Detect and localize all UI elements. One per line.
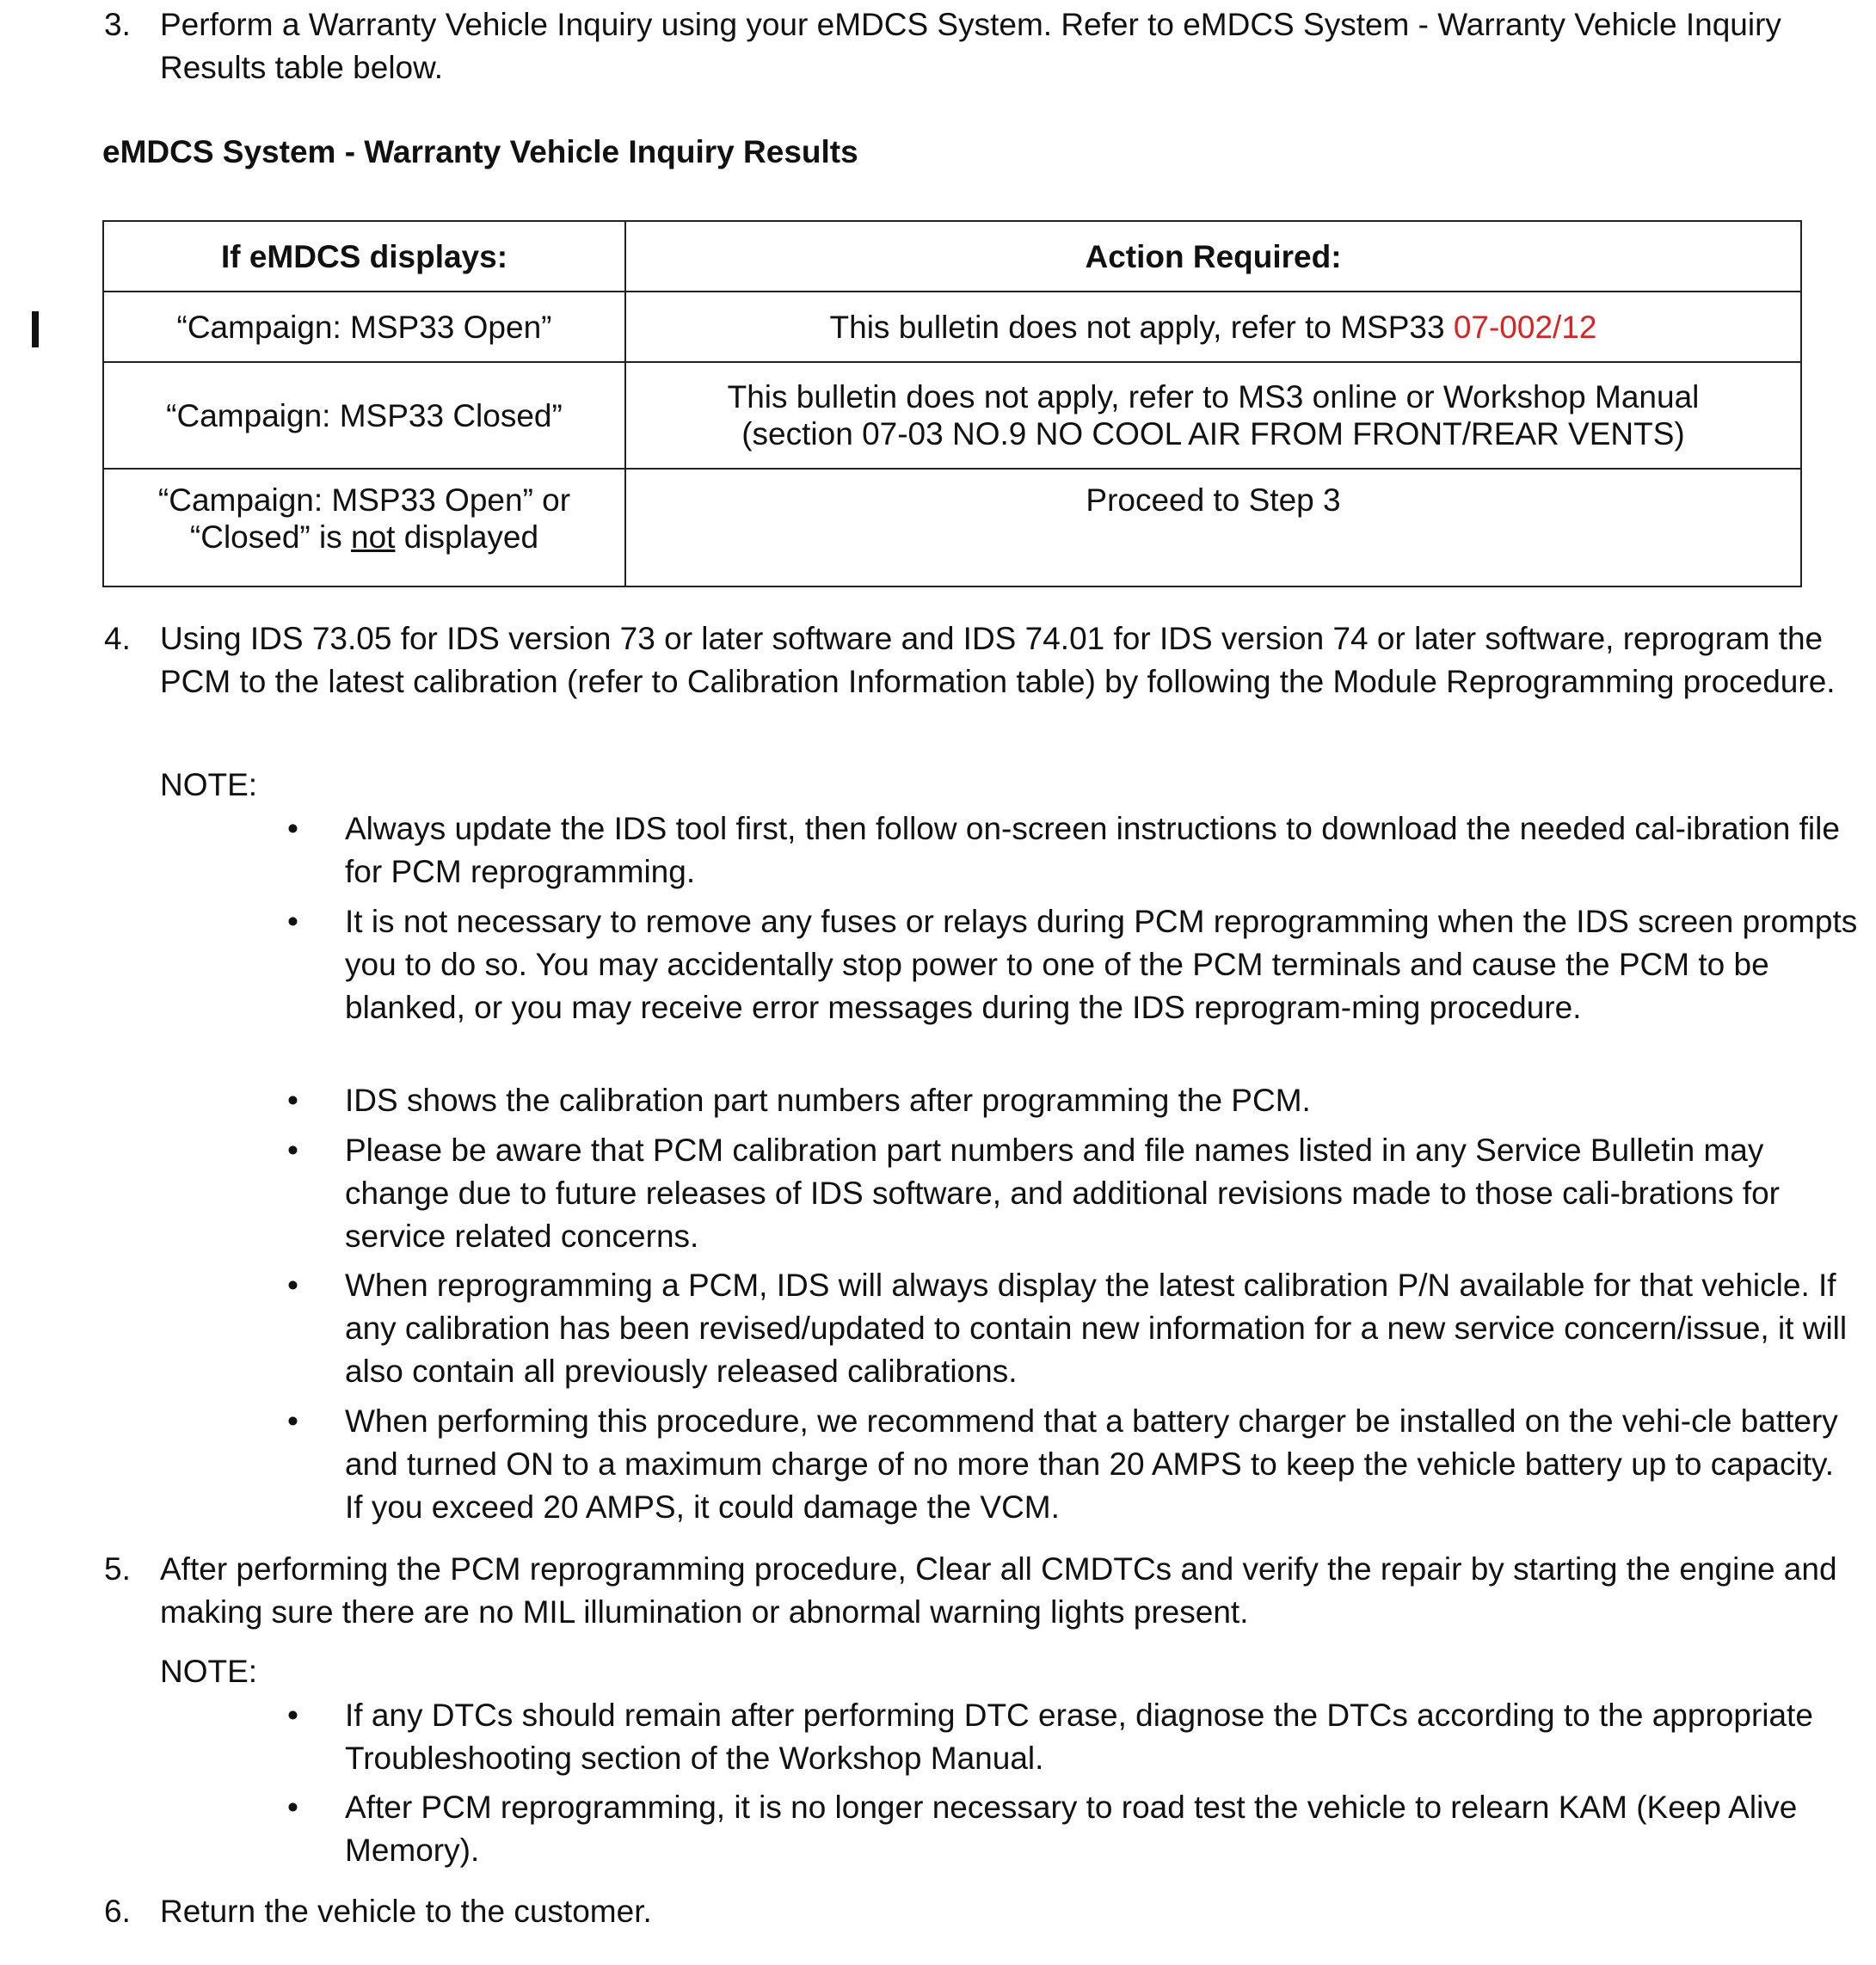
header-display: If eMDCS displays:: [103, 221, 625, 292]
note-item: When reprogramming a PCM, IDS will always display the latest calibration P/N available for that vehicle. If any calibration has been revised/updated to contain new information for a new service concern/issue, it will also contain all previously released calibrations.: [345, 1268, 1848, 1389]
note-item: IDS shows the calibration part numbers after programming the PCM.: [345, 1083, 1311, 1118]
step-text: Using IDS 73.05 for IDS version 73 or later software and IDS 74.01 for IDS version 74 or later software, reprogram the PCM to the latest calibration (refer to Calibration Information table) by following the Module Reprogramming procedure.: [160, 621, 1836, 699]
table-row: [103, 469, 1801, 586]
note-item: Always update the IDS tool first, then follow on-screen instructions to download the needed cal-ibration file for PCM reprogramming.: [345, 811, 1840, 889]
table-row: [103, 292, 1801, 362]
bullet: •: [287, 1083, 298, 1118]
cell-display: “Campaign: MSP33 Open”: [103, 292, 625, 362]
bullet: •: [287, 1698, 298, 1733]
cell-action: This bulletin does not apply, refer to MS3 online or Workshop Manual (section 07-03 NO.9 NO COOL AIR FROM FRONT/REAR VENTS): [625, 362, 1801, 469]
bullet: •: [287, 811, 298, 846]
bulletin-link[interactable]: 07-002/12: [1453, 309, 1597, 345]
bullet: •: [287, 1133, 298, 1168]
note-label: NOTE:: [160, 1654, 258, 1689]
note-item: If any DTCs should remain after performing DTC erase, diagnose the DTCs according to the appropriate Troubleshooting section of the Workshop Manual.: [345, 1698, 1813, 1776]
table-title: eMDCS System - Warranty Vehicle Inquiry Results: [102, 134, 858, 169]
change-bar: [32, 311, 39, 347]
step-text: Perform a Warranty Vehicle Inquiry using your eMDCS System. Refer to eMDCS System - Warranty Vehicle Inquiry Results table below.: [160, 7, 1781, 85]
cell-action: This bulletin does not apply, refer to MSP33 07-002/12: [625, 292, 1801, 362]
table-row: [103, 362, 1801, 469]
note-item: Please be aware that PCM calibration part numbers and file names listed in any Service Bulletin may change due to future releases of IDS software, and additional revisions made to those cali-brations for service related concerns.: [345, 1133, 1780, 1254]
step-text: Return the vehicle to the customer.: [160, 1894, 652, 1929]
table-header-row: [103, 221, 1801, 292]
step-number: 3.: [104, 7, 131, 42]
inquiry-results-table: [102, 220, 1802, 587]
cell-display: “Campaign: MSP33 Closed”: [103, 362, 625, 469]
note-label: NOTE:: [160, 767, 258, 802]
note-item: It is not necessary to remove any fuses or relays during PCM reprogramming when the IDS screen prompts you to do so. You may accidentally stop power to one of the PCM terminals and cause the PCM to be blanked, or you may receive error messages during the IDS reprogram-ming procedure.: [345, 904, 1858, 1025]
bullet: •: [287, 1790, 298, 1825]
step-number: 4.: [104, 621, 131, 656]
header-action: Action Required:: [625, 221, 1801, 292]
bullet: •: [287, 1403, 298, 1439]
step-number: 5.: [104, 1551, 131, 1587]
bullet: •: [287, 1268, 298, 1303]
note-item: When performing this procedure, we recommend that a battery charger be installed on the vehi-cle battery and turned ON to a maximum charge of no more than 20 AMPS to keep the vehicle battery up to capacity. If you exceed 20 AMPS, it could damage the VCM.: [345, 1403, 1838, 1525]
cell-action: Proceed to Step 3: [625, 469, 1801, 586]
bullet: •: [287, 904, 298, 939]
step-text: After performing the PCM reprogramming procedure, Clear all CMDTCs and verify the repair by starting the engine and making sure there are no MIL illumination or abnormal warning lights present.: [160, 1551, 1837, 1630]
cell-display: “Campaign: MSP33 Open” or “Closed” is not displayed: [103, 469, 625, 586]
note-item: After PCM reprogramming, it is no longer necessary to road test the vehicle to relearn KAM (Keep Alive Memory).: [345, 1790, 1798, 1868]
step-number: 6.: [104, 1894, 131, 1929]
